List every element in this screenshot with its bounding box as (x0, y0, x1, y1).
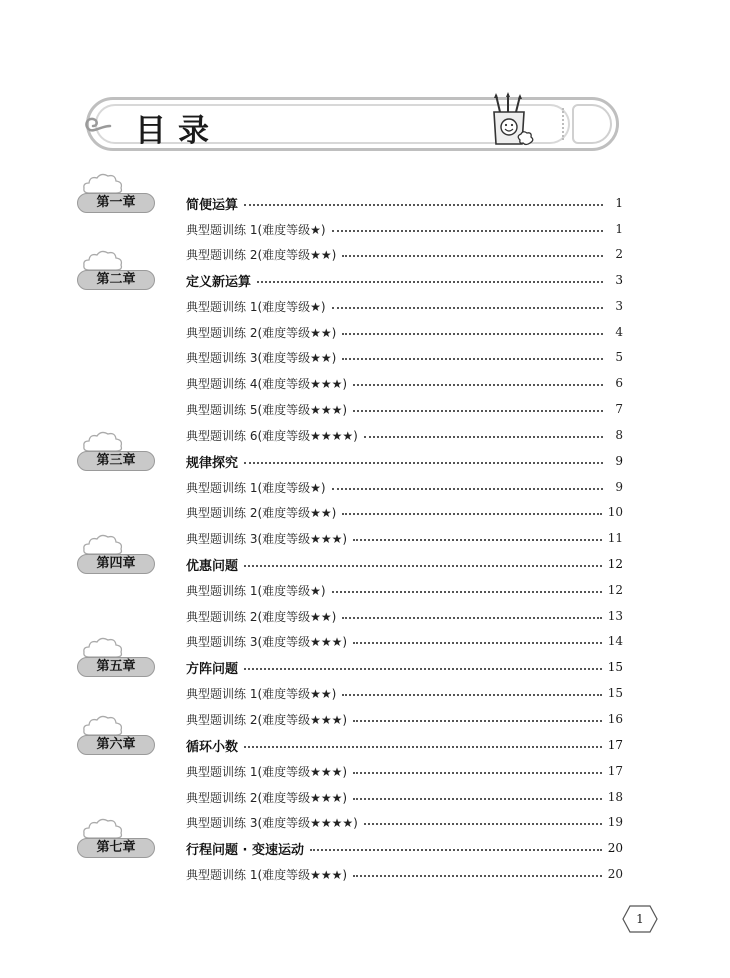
toc-page-number: 9 (615, 454, 623, 468)
dot-leader (332, 307, 603, 309)
toc-page-number: 4 (615, 325, 623, 339)
toc-entry-title: 典型题训练 5(难度等级★★★) (186, 402, 348, 417)
toc-page-number: 5 (615, 350, 623, 364)
dot-leader (342, 333, 603, 335)
toc-entry[interactable] (186, 580, 623, 600)
chapter-badge-7 (77, 838, 155, 858)
toc-entry-title: 典型题训练 1(难度等级★★★) (186, 764, 348, 779)
dot-leader (353, 384, 603, 386)
toc-page-number: 8 (615, 428, 623, 442)
dot-leader (342, 255, 603, 257)
dot-leader (353, 539, 602, 541)
chapter-badge-3 (77, 451, 155, 471)
dot-leader (257, 281, 603, 283)
toc-entry-title: 典型题训练 1(难度等级★★) (186, 686, 337, 701)
dot-leader (244, 668, 602, 670)
toc-page-number: 3 (615, 273, 623, 287)
toc-entry[interactable] (186, 347, 623, 367)
dot-leader (244, 204, 603, 206)
toc-page-number: 15 (607, 660, 623, 674)
toc-entry-title: 定义新运算 (186, 274, 252, 290)
toc-entry-title: 循环小数 (186, 739, 239, 755)
toc-chapter-3[interactable] (186, 451, 623, 471)
toc-page-number: 11 (607, 531, 623, 545)
toc-chapter-1[interactable] (186, 193, 623, 213)
dot-leader (353, 642, 602, 644)
toc-entry[interactable] (186, 606, 623, 626)
toc-entry-title: 典型题训练 2(难度等级★★) (186, 505, 337, 520)
chapter-badge-2 (77, 270, 155, 290)
toc-entry[interactable] (186, 477, 623, 497)
toc-page-number: 15 (607, 686, 623, 700)
dot-leader (332, 488, 603, 490)
toc-entry[interactable] (186, 399, 623, 419)
toc-entry[interactable] (186, 296, 623, 316)
chapter-badge-label: 第二章 (96, 272, 136, 287)
chapter-badge-1 (77, 193, 155, 213)
toc-page-number: 17 (607, 764, 623, 778)
chapter-badge-label: 第五章 (96, 659, 136, 674)
toc-page-number: 17 (607, 738, 623, 752)
toc-entry-title: 典型题训练 1(难度等级★★★) (186, 867, 348, 882)
toc-entry[interactable] (186, 373, 623, 393)
dot-leader (364, 436, 603, 438)
toc-entry-title: 典型题训练 4(难度等级★★★) (186, 376, 348, 391)
dot-leader (353, 875, 602, 877)
dot-leader (342, 694, 601, 696)
toc-entry-title: 典型题训练 2(难度等级★★★) (186, 790, 348, 805)
toc-chapter-6[interactable] (186, 735, 623, 755)
toc-page-number: 1 (615, 222, 623, 236)
toc-page-number: 6 (615, 376, 623, 390)
swirl-icon (80, 110, 114, 142)
toc-page-number: 7 (615, 402, 623, 416)
dot-leader (332, 230, 603, 232)
dot-leader (353, 410, 603, 412)
toc-entry-title: 典型题训练 1(难度等级★) (186, 222, 326, 237)
dot-leader (364, 823, 602, 825)
toc-page-number: 20 (607, 867, 623, 881)
dot-leader (342, 513, 601, 515)
toc-page-number: 13 (607, 609, 623, 623)
page-title: 目录 (135, 113, 221, 149)
toc-entry-title: 典型题训练 2(难度等级★★) (186, 247, 337, 262)
chapter-badge-label: 第六章 (96, 737, 136, 752)
dot-leader (353, 772, 602, 774)
page-number: 1 (636, 912, 644, 926)
toc-page-number: 18 (607, 790, 623, 804)
toc-entry[interactable] (186, 864, 623, 884)
toc-entry-title: 典型题训练 2(难度等级★★★) (186, 712, 348, 727)
dot-leader (342, 617, 601, 619)
toc-entry-title: 典型题训练 3(难度等级★★) (186, 350, 337, 365)
dot-leader (244, 746, 602, 748)
toc-page-number: 20 (607, 841, 623, 855)
toc-chapter-2[interactable] (186, 270, 623, 290)
chapter-badge-4 (77, 554, 155, 574)
toc-entry[interactable] (186, 244, 623, 264)
toc-page-number: 19 (607, 815, 623, 829)
chapter-badge-label: 第三章 (96, 453, 136, 468)
pencil-cup-icon (486, 92, 538, 154)
banner-perforation (562, 108, 572, 140)
toc-entry[interactable] (186, 631, 623, 651)
toc-entry-title: 典型题训练 6(难度等级★★★★) (186, 428, 358, 443)
toc-entry-title: 典型题训练 2(难度等级★★) (186, 609, 337, 624)
toc-entry[interactable] (186, 425, 623, 445)
dot-leader (342, 358, 603, 360)
toc-entry-title: 简便运算 (186, 197, 239, 213)
toc-page-number: 9 (615, 480, 623, 494)
toc-page-number: 14 (607, 634, 623, 648)
toc-entry-title: 优惠问题 (186, 558, 239, 574)
chapter-badge-5 (77, 657, 155, 677)
toc-entry-title: 行程问题 · 变速运动 (186, 842, 304, 858)
toc-entry[interactable] (186, 709, 623, 729)
toc-page-number: 12 (607, 557, 623, 571)
toc-entry[interactable] (186, 219, 623, 239)
chapter-badge-label: 第四章 (96, 556, 136, 571)
dot-leader (244, 565, 602, 567)
dot-leader (353, 720, 602, 722)
toc-entry-title: 方阵问题 (186, 661, 239, 677)
chapter-badge-label: 第七章 (96, 840, 136, 855)
dot-leader (353, 798, 602, 800)
toc-entry[interactable] (186, 528, 623, 548)
toc-page-number: 12 (607, 583, 623, 597)
toc-page-number: 1 (615, 196, 623, 210)
toc-entry[interactable] (186, 502, 623, 522)
toc-entry-title: 典型题训练 3(难度等级★★★★) (186, 815, 358, 830)
toc-entry[interactable] (186, 787, 623, 807)
toc-entry[interactable] (186, 812, 623, 832)
toc-entry-title: 典型题训练 1(难度等级★) (186, 583, 326, 598)
toc-entry-title: 典型题训练 3(难度等级★★★) (186, 531, 348, 546)
toc-entry-title: 典型题训练 2(难度等级★★) (186, 325, 337, 340)
banner-tab (572, 104, 612, 144)
toc-chapter-5[interactable] (186, 657, 623, 677)
dot-leader (244, 462, 603, 464)
toc-entry-title: 典型题训练 1(难度等级★) (186, 480, 326, 495)
toc-entry-title: 典型题训练 1(难度等级★) (186, 299, 326, 314)
toc-page-number: 3 (615, 299, 623, 313)
toc-entry[interactable] (186, 761, 623, 781)
toc-entry-title: 典型题训练 3(难度等级★★★) (186, 634, 348, 649)
toc-chapter-7[interactable] (186, 838, 623, 858)
dot-leader (332, 591, 602, 593)
toc-chapter-4[interactable] (186, 554, 623, 574)
chapter-badge-6 (77, 735, 155, 755)
toc-page-number: 2 (615, 247, 623, 261)
toc-entry[interactable] (186, 322, 623, 342)
dot-leader (310, 849, 602, 851)
toc-page-number: 16 (607, 712, 623, 726)
chapter-badge-label: 第一章 (96, 195, 136, 210)
toc-entry[interactable] (186, 683, 623, 703)
toc-entry-title: 规律探究 (186, 455, 239, 471)
toc-page-number: 10 (607, 505, 623, 519)
